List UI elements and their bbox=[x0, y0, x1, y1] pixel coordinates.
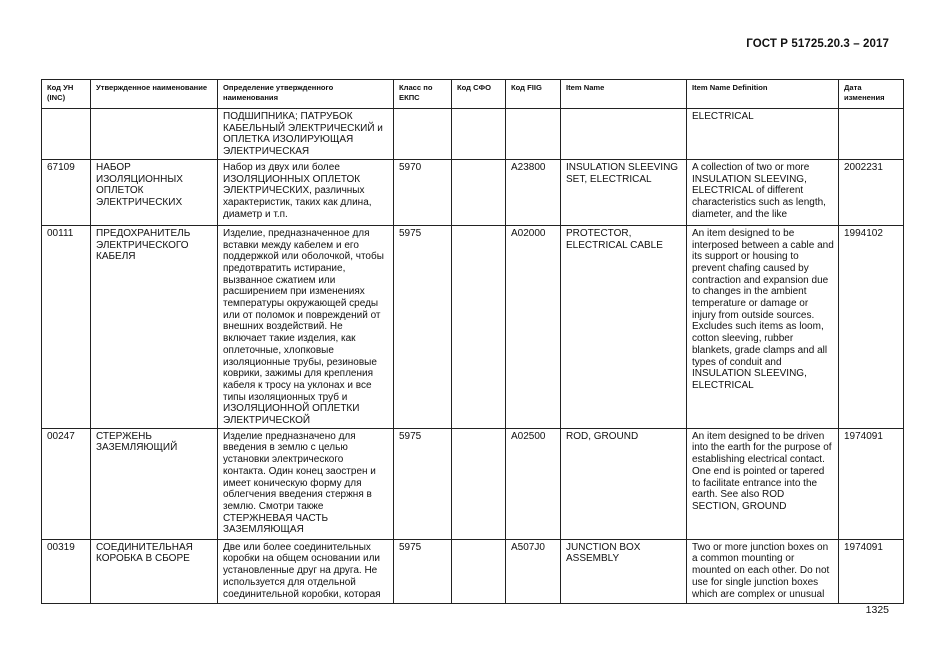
cell-text-line: имеет коническую форму для bbox=[223, 477, 362, 489]
sfo-code-cell bbox=[452, 109, 506, 160]
column-header-approved-name: Утвержденное наименование bbox=[91, 80, 218, 109]
approved-name-cell bbox=[91, 225, 218, 428]
definition-cell bbox=[218, 428, 394, 539]
cell-text-line: контакта. Один конец заострен и bbox=[223, 465, 376, 477]
cell-text-line: interposed between a cable and bbox=[692, 239, 834, 251]
inc-code-cell: 00319 bbox=[42, 539, 91, 603]
cell-text-line: INSULATION SLEEVING, bbox=[692, 368, 807, 380]
cell-text-line: коробки на общем основании или bbox=[223, 553, 381, 565]
cell-text-line: вызванное сжатием или bbox=[223, 274, 336, 286]
cell-text-line: to facilitate entrance into the bbox=[692, 477, 818, 489]
item-name-cell bbox=[561, 159, 687, 225]
ekps-class-cell: 5975 bbox=[394, 539, 452, 603]
cell-text-line: ELECTRICAL CABLE bbox=[566, 239, 663, 251]
cell-text-line: СТЕРЖНЕВАЯ ЧАСТЬ bbox=[223, 512, 329, 524]
approved-name-cell bbox=[91, 428, 218, 539]
cell-text-line: diameter, and the like bbox=[692, 208, 788, 220]
cell-text-line: ROD, GROUND bbox=[566, 430, 639, 442]
cell-text-line: into the earth for the purpose of bbox=[692, 442, 832, 454]
cell-text-line: SET, ELECTRICAL bbox=[566, 173, 652, 185]
cell-text-line: внешних воздействий. Не bbox=[223, 321, 343, 333]
item-name-cell bbox=[561, 109, 687, 160]
cell-text-line: cotton sleeving, rubber bbox=[692, 333, 794, 345]
definition-cell bbox=[218, 225, 394, 428]
item-definition-cell bbox=[687, 159, 839, 225]
item-name-cell bbox=[561, 539, 687, 603]
cell-text-line: СТЕРЖЕНЬ bbox=[96, 430, 152, 442]
cell-text-line: введения в землю с целью bbox=[223, 442, 348, 454]
cell-text-line: ELECTRICAL bbox=[692, 111, 754, 122]
cell-text-line: prevent chafing caused by bbox=[692, 262, 809, 274]
item-definition-cell bbox=[687, 109, 839, 160]
table-row bbox=[42, 109, 904, 160]
cell-text-line: ЭЛЕКТРИЧЕСКОЙ bbox=[223, 415, 311, 427]
column-header-change-date: Дата изменения bbox=[839, 80, 904, 109]
cell-text-line: INSULATION SLEEVING bbox=[566, 161, 679, 173]
cell-text-line: use for single junction boxes bbox=[692, 576, 819, 588]
change-date-cell bbox=[839, 109, 904, 160]
cell-text-line: An item designed to be driven bbox=[692, 430, 825, 442]
cell-text-line: СОЕДИНИТЕЛЬНАЯ bbox=[96, 541, 193, 553]
cell-text-line: ЭЛЕКТРИЧЕСКИХ bbox=[96, 196, 183, 208]
cell-text-line: PROTECTOR, bbox=[566, 227, 632, 239]
table-body bbox=[42, 109, 904, 604]
cell-text-line: ЭЛЕКТРИЧЕСКОГО bbox=[96, 239, 189, 251]
cell-text-line: типы изоляционных труб и bbox=[223, 391, 348, 403]
cell-text-line: to changes in the ambient bbox=[692, 286, 807, 298]
cell-text-line: Изделие предназначено для bbox=[223, 430, 356, 442]
cell-text-line: its support or housing to bbox=[692, 251, 799, 263]
cell-text-line: соединительной коробки, которая bbox=[223, 588, 381, 600]
cell-text-line: contraction and expansion due bbox=[692, 274, 829, 286]
cell-text-line: ЭЛЕКТРИЧЕСКАЯ bbox=[223, 146, 310, 158]
cell-text-line: диаметр и т.п. bbox=[223, 208, 288, 220]
cell-text-line: или от поломок и повреждений от bbox=[223, 309, 381, 321]
cell-text-line: характеристик, таких как длина, bbox=[223, 196, 372, 208]
cell-text-line: ASSEMBLY bbox=[566, 553, 620, 565]
table-header-row bbox=[42, 80, 904, 109]
cell-text-line: JUNCTION BOX bbox=[566, 541, 641, 553]
cell-text-line: ИЗОЛЯЦИОННЫХ ОПЛЕТОК bbox=[223, 173, 361, 185]
cell-text-line: SECTION, GROUND bbox=[692, 500, 787, 512]
inc-code-cell bbox=[42, 109, 91, 160]
cell-text-line: which are complex or unusual bbox=[692, 588, 825, 600]
column-header-name-definition: Определение утвержденного наименования bbox=[218, 80, 394, 109]
item-name-cell bbox=[561, 428, 687, 539]
cell-text-line: ЗАЗЕМЛЯЮЩАЯ bbox=[223, 524, 304, 536]
fiig-code-cell bbox=[506, 109, 561, 160]
cell-text-line: температуры окружающей среды bbox=[223, 298, 379, 310]
cell-text-line: НАБОР bbox=[96, 161, 131, 173]
cell-text-line: types of conduit and bbox=[692, 356, 782, 368]
cell-text-line: КАБЕЛЬНЫЙ ЭЛЕКТРИЧЕСКИЙ и bbox=[223, 122, 383, 134]
cell-text-line: кабеля к тросу на уклонах и все bbox=[223, 379, 372, 391]
sfo-code-cell bbox=[452, 539, 506, 603]
change-date-cell: 1994102 bbox=[839, 225, 904, 428]
cell-text-line: поддержкой или оболочкой, чтобы bbox=[223, 251, 384, 263]
cell-text-line: КАБЕЛЯ bbox=[96, 251, 136, 263]
fiig-code-cell: A23800 bbox=[506, 159, 561, 225]
sfo-code-cell bbox=[452, 159, 506, 225]
cell-text-line: ИЗОЛЯЦИОННЫХ bbox=[96, 173, 183, 185]
cell-text-line: оплеточные, хлопковые bbox=[223, 344, 334, 356]
cell-text-line: ПОДШИПНИКА; ПАТРУБОК bbox=[223, 111, 353, 122]
item-name-cell bbox=[561, 225, 687, 428]
cell-text-line: Excludes such items as loom, bbox=[692, 321, 824, 333]
ekps-class-cell: 5975 bbox=[394, 428, 452, 539]
ekps-class-cell: 5975 bbox=[394, 225, 452, 428]
approved-name-cell bbox=[91, 109, 218, 160]
cell-text-line: injury from outside sources. bbox=[692, 309, 815, 321]
ekps-class-cell bbox=[394, 109, 452, 160]
cell-text-line: blankets, grade clamps and all bbox=[692, 344, 828, 356]
table-row bbox=[42, 159, 904, 225]
specification-table bbox=[41, 79, 904, 604]
cell-text-line: mounted on each other. Do not bbox=[692, 565, 830, 577]
column-header-item-name-definition: Item Name Definition bbox=[687, 80, 839, 109]
cell-text-line: ИЗОЛЯЦИОННОЙ ОПЛЕТКИ bbox=[223, 403, 360, 415]
sfo-code-cell bbox=[452, 428, 506, 539]
fiig-code-cell: A507J0 bbox=[506, 539, 561, 603]
cell-text-line: ОПЛЕТОК bbox=[96, 185, 144, 197]
cell-text-line: КОРОБКА В СБОРЕ bbox=[96, 553, 190, 565]
cell-text-line: включает такие изделия, как bbox=[223, 333, 356, 345]
sfo-code-cell bbox=[452, 225, 506, 428]
cell-text-line: A collection of two or more bbox=[692, 161, 810, 173]
document-header: ГОСТ Р 51725.20.3 – 2017 bbox=[746, 38, 889, 50]
change-date-cell: 1974091 bbox=[839, 539, 904, 603]
cell-text-line: One end is pointed or tapered bbox=[692, 465, 825, 477]
column-header-item-name: Item Name bbox=[561, 80, 687, 109]
cell-text-line: ЗАЗЕМЛЯЮЩИЙ bbox=[96, 442, 178, 454]
inc-code-cell: 00247 bbox=[42, 428, 91, 539]
cell-text-line: коврики, зажимы для крепления bbox=[223, 368, 373, 380]
cell-text-line: изоляционные трубы, резиновые bbox=[223, 356, 377, 368]
definition-cell bbox=[218, 539, 394, 603]
cell-text-line: Набор из двух или более bbox=[223, 161, 340, 173]
cell-text-line: temperature or damage or bbox=[692, 298, 809, 310]
cell-text-line: Изделие, предназначенное для bbox=[223, 227, 370, 239]
cell-text-line: Две или более соединительных bbox=[223, 541, 371, 553]
cell-text-line: Two or more junction boxes on bbox=[692, 541, 829, 553]
item-definition-cell bbox=[687, 225, 839, 428]
cell-text-line: облегчения введения стержня в bbox=[223, 489, 372, 501]
inc-code-cell: 00111 bbox=[42, 225, 91, 428]
definition-cell bbox=[218, 159, 394, 225]
cell-text-line: An item designed to be bbox=[692, 227, 795, 239]
cell-text-line: ELECTRICAL of different bbox=[692, 185, 804, 197]
table-row bbox=[42, 539, 904, 603]
cell-text-line: a common mounting or bbox=[692, 553, 795, 565]
item-definition-cell bbox=[687, 428, 839, 539]
cell-text-line: establishing electrical contact. bbox=[692, 454, 825, 466]
cell-text-line: установленные друг на друга. Не bbox=[223, 565, 378, 577]
page-number: 1325 bbox=[865, 604, 889, 616]
table-row bbox=[42, 225, 904, 428]
column-header-fiig-code: Код FIIG bbox=[506, 80, 561, 109]
cell-text-line: вставки между кабелем и его bbox=[223, 239, 359, 251]
cell-text-line: INSULATION SLEEVING, bbox=[692, 173, 807, 185]
cell-text-line: используется для отдельной bbox=[223, 576, 356, 588]
cell-text-line: предотвратить истирание, bbox=[223, 262, 346, 274]
cell-text-line: ПРЕДОХРАНИТЕЛЬ bbox=[96, 227, 191, 239]
cell-text-line: characteristics such as length, bbox=[692, 196, 826, 208]
table-row bbox=[42, 428, 904, 539]
approved-name-cell bbox=[91, 539, 218, 603]
cell-text-line: расширением при изменениях bbox=[223, 286, 365, 298]
cell-text-line: ОПЛЕТКА ИЗОЛИРУЮЩАЯ bbox=[223, 134, 354, 146]
item-definition-cell bbox=[687, 539, 839, 603]
cell-text-line: ELECTRICAL bbox=[692, 379, 754, 391]
column-header-inc-code: Код УН (INC) bbox=[42, 80, 91, 109]
approved-name-cell bbox=[91, 159, 218, 225]
cell-text-line: установки электрического bbox=[223, 454, 344, 466]
definition-cell bbox=[218, 109, 394, 160]
change-date-cell: 2002231 bbox=[839, 159, 904, 225]
column-header-sfo-code: Код СФО bbox=[452, 80, 506, 109]
cell-text-line: earth. See also ROD bbox=[692, 489, 785, 501]
cell-text-line: ЭЛЕКТРИЧЕСКИХ, различных bbox=[223, 185, 365, 197]
column-header-ekps-class: Класс по ЕКПС bbox=[394, 80, 452, 109]
change-date-cell: 1974091 bbox=[839, 428, 904, 539]
cell-text-line: землю. Смотри также bbox=[223, 500, 324, 512]
fiig-code-cell: A02000 bbox=[506, 225, 561, 428]
fiig-code-cell: A02500 bbox=[506, 428, 561, 539]
ekps-class-cell: 5970 bbox=[394, 159, 452, 225]
inc-code-cell: 67109 bbox=[42, 159, 91, 225]
